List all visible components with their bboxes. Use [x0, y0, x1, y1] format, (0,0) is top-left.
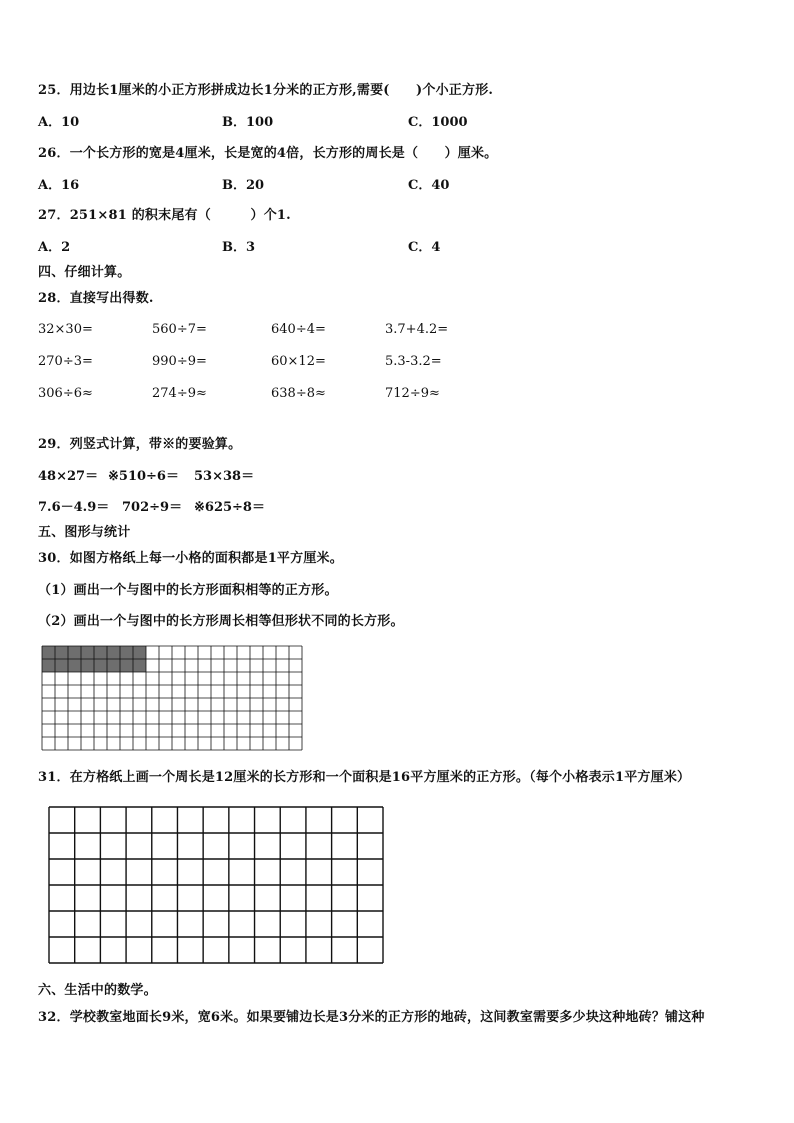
q25-option-c: C．1000	[408, 115, 468, 130]
calc-item: 640÷4=	[271, 322, 326, 337]
q30-grid-paper	[41, 645, 303, 751]
section-5-heading: 五、图形与统计	[38, 525, 131, 540]
q27-option-a: A．2	[38, 240, 71, 255]
q27-option-c: C．4	[408, 240, 441, 255]
calc-item: 990÷9=	[152, 354, 207, 369]
question-28-stem: 28．直接写出得数.	[38, 291, 154, 306]
calc-item: 560÷7=	[152, 322, 207, 337]
section-4-heading: 四、仔细计算。	[38, 265, 131, 280]
calc-item: 53×38＝	[194, 469, 255, 484]
calc-item: 638÷8≈	[271, 386, 326, 401]
question-30-sub1: （1）画出一个与图中的长方形面积相等的正方形。	[38, 583, 338, 598]
q26-option-a: A．16	[38, 178, 80, 193]
question-26-stem: 26．一个长方形的宽是4厘米，长是宽的4倍，长方形的周长是（ ）厘米。	[38, 146, 498, 161]
q25-option-b: B．100	[222, 115, 274, 130]
q25-option-a: A．10	[38, 115, 80, 130]
question-30-sub2: （2）画出一个与图中的长方形周长相等但形状不同的长方形。	[38, 614, 404, 629]
calc-item: 7.6－4.9＝	[38, 500, 110, 515]
calc-item: 60×12=	[271, 354, 326, 369]
question-29-stem: 29．列竖式计算，带※的要验算。	[38, 437, 242, 452]
question-27-stem: 27．251×81 的积末尾有（ ）个1.	[38, 208, 291, 223]
calc-item: 5.3-3.2=	[385, 354, 442, 369]
q26-option-b: B．20	[222, 178, 265, 193]
question-31-stem: 31．在方格纸上画一个周长是12厘米的长方形和一个面积是16平方厘米的正方形。（每个小格表示1平方厘米）	[38, 770, 691, 785]
calc-item: 274÷9≈	[152, 386, 207, 401]
calc-item: ※625÷8＝	[194, 500, 265, 515]
calc-item: 48×27＝	[38, 469, 99, 484]
q31-grid-paper	[48, 806, 384, 964]
question-25-stem: 25．用边长1厘米的小正方形拼成边长1分米的正方形,需要( )个小正方形.	[38, 83, 494, 98]
calc-item: ※510÷6＝	[108, 469, 179, 484]
q26-option-c: C．40	[408, 178, 450, 193]
calc-item: 3.7+4.2=	[385, 322, 449, 337]
question-32-stem: 32．学校教室地面长9米，宽6米。如果要铺边长是3分米的正方形的地砖，这间教室需要多少块这种地砖？铺这种	[38, 1010, 705, 1025]
calc-item: 306÷6≈	[38, 386, 93, 401]
section-6-heading: 六、生活中的数学。	[38, 983, 157, 998]
calc-item: 702÷9＝	[122, 500, 183, 515]
calc-item: 32×30=	[38, 322, 93, 337]
calc-item: 270÷3=	[38, 354, 93, 369]
q27-option-b: B．3	[222, 240, 256, 255]
calc-item: 712÷9≈	[385, 386, 440, 401]
question-30-stem: 30．如图方格纸上每一小格的面积都是1平方厘米。	[38, 551, 343, 566]
